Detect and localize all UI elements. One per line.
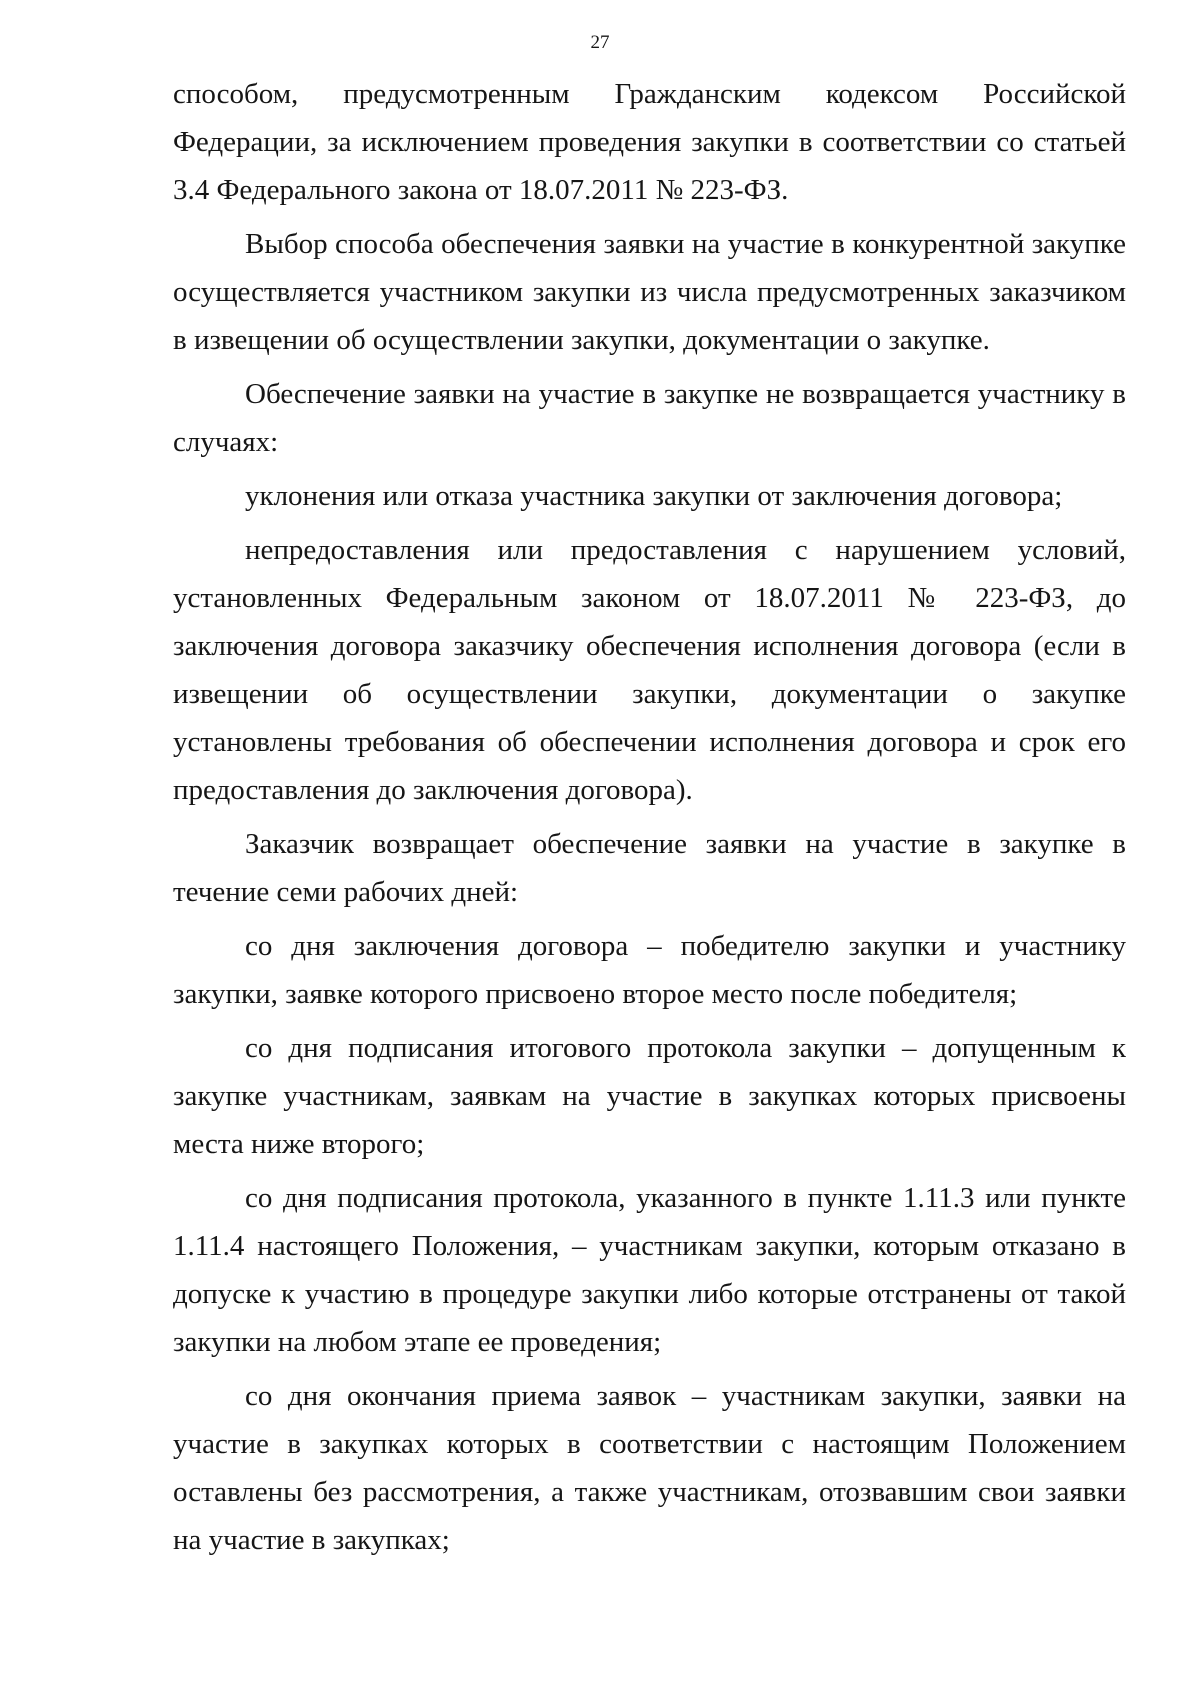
paragraph-return-intro: Заказчик возвращает обеспечение заявки на участие в закупке в течение семи рабочих дней: — [173, 828, 1126, 908]
document-body — [173, 70, 1126, 1564]
list-item-application-end: со дня окончания приема заявок – участникам закупки, заявки на участие в закупках которых в соответствии с настоящим Положением оставлены без рассмотрения, а также участникам, отозвавшим свои заявки на участие в закупках; — [173, 1380, 1126, 1556]
page-number: 27 — [590, 32, 610, 53]
paragraph-security-choice: Выбор способа обеспечения заявки на участие в конкурентной закупке осуществляется участником закупки из числа предусмотренных заказчиком в извещении об осуществлении закупки, документации о закупке. — [173, 228, 1126, 356]
list-item-evasion: уклонения или отказа участника закупки от заключения договора; — [245, 480, 1063, 512]
list-item-protocol-signing: со дня подписания протокола, указанного в пункте 1.11.3 или пункте 1.11.4 настоящего Положения, – участникам закупки, которым отказано в допуске к участию в процедуре закупки либо которые отстранены от такой закупки на любом этапе ее проведения; — [173, 1182, 1126, 1358]
list-item-non-provision: непредоставления или предоставления с нарушением условий, установленных Федеральным законом от 18.07.2011 № 223-ФЗ, до заключения договора заказчику обеспечения исполнения договора (если в извещении об осуществлении закупки, документации о закупке установлены требования об обеспечении исполнения договора и срок его предоставления до заключения договора). — [173, 534, 1126, 806]
paragraph-non-return-intro: Обеспечение заявки на участие в закупке не возвращается участнику в случаях: — [173, 378, 1126, 458]
list-item-contract-conclusion: со дня заключения договора – победителю закупки и участнику закупки, заявке которого присвоено второе место после победителя; — [173, 930, 1126, 1010]
list-item-final-protocol: со дня подписания итогового протокола закупки – допущенным к закупке участникам, заявкам на участие в закупках которых присвоены места ниже второго; — [173, 1032, 1126, 1160]
paragraph-continuation: способом, предусмотренным Гражданским кодексом Российской Федерации, за исключением проведения закупки в соответствии со статьей 3.4 Федерального закона от 18.07.2011 № 223-ФЗ. — [173, 78, 1126, 206]
